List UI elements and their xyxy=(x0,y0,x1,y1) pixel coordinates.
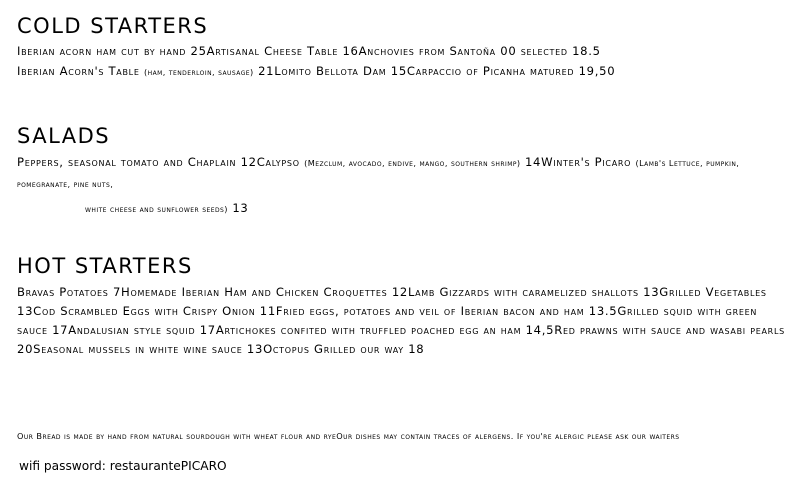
salads-indented-line xyxy=(17,199,786,220)
cold-starters-section xyxy=(17,14,786,82)
salads-text-c: 13 xyxy=(227,201,249,215)
cold-starters-line-2-note: (ham, tenderloin, sausage) xyxy=(143,66,254,77)
wifi-password: wifi password: restaurantePICARO xyxy=(19,459,227,473)
footer-note-section xyxy=(17,430,788,443)
cold-starters-list xyxy=(17,42,786,82)
cold-starters-heading: COLD STARTERS xyxy=(17,14,209,38)
hot-starters-section xyxy=(17,254,786,359)
salads-list xyxy=(17,153,786,220)
cold-starters-line-1: Iberian acorn ham cut by hand 25Artisanal Cheese Table 16Anchovies from Santoña 00 selected 18.5 xyxy=(17,44,601,58)
salads-heading: SALADS xyxy=(17,124,111,148)
cold-starters-line-2b: 21Lomito Bellota Dam 15Carpaccio of Picanha matured 19,50 xyxy=(253,63,616,78)
salads-text-b: 14Winter's Picaro xyxy=(520,155,636,169)
salads-note-b: (Lamb's Lettuce, pumpkin, pomegranate, pine nuts, xyxy=(17,158,740,189)
hot-starters-list: Bravas Potatoes 7Homemade Iberian Ham and Chicken Croquettes 12Lamb Gizzards with caramelized shallots 13Grilled Vegetables 13Cod Scrambled Eggs with Crispy Onion 11Fried eggs, potatoes and veil of Iberian bacon and ham 13.5Grilled squid with green sauce 17Andalusian style squid 17Artichokes confited with truffled poached egg an ham 14,5Red prawns with sauce and wasabi pearls 20Seasonal mussels in white wine sauce 13Octopus Grilled our way 18 xyxy=(17,285,785,356)
salads-text-a: Peppers, seasonal tomato and Chaplain 12Calypso xyxy=(17,155,305,169)
hot-starters-heading: HOT STARTERS xyxy=(17,254,193,278)
bread-allergen-note: Our Bread is made by hand from natural sourdough with wheat flour and ryeOur dishes may contain traces of alergens. If you're alergic please ask our waiters xyxy=(17,431,680,441)
salads-note-a: (Mezclum, avocado, endive, mango, southern shrimp) xyxy=(304,158,521,168)
salads-note-c: white cheese and sunflower seeds) xyxy=(85,204,228,214)
cold-starters-line-2a: Iberian Acorn's Table xyxy=(17,63,144,78)
salads-section xyxy=(17,124,786,220)
